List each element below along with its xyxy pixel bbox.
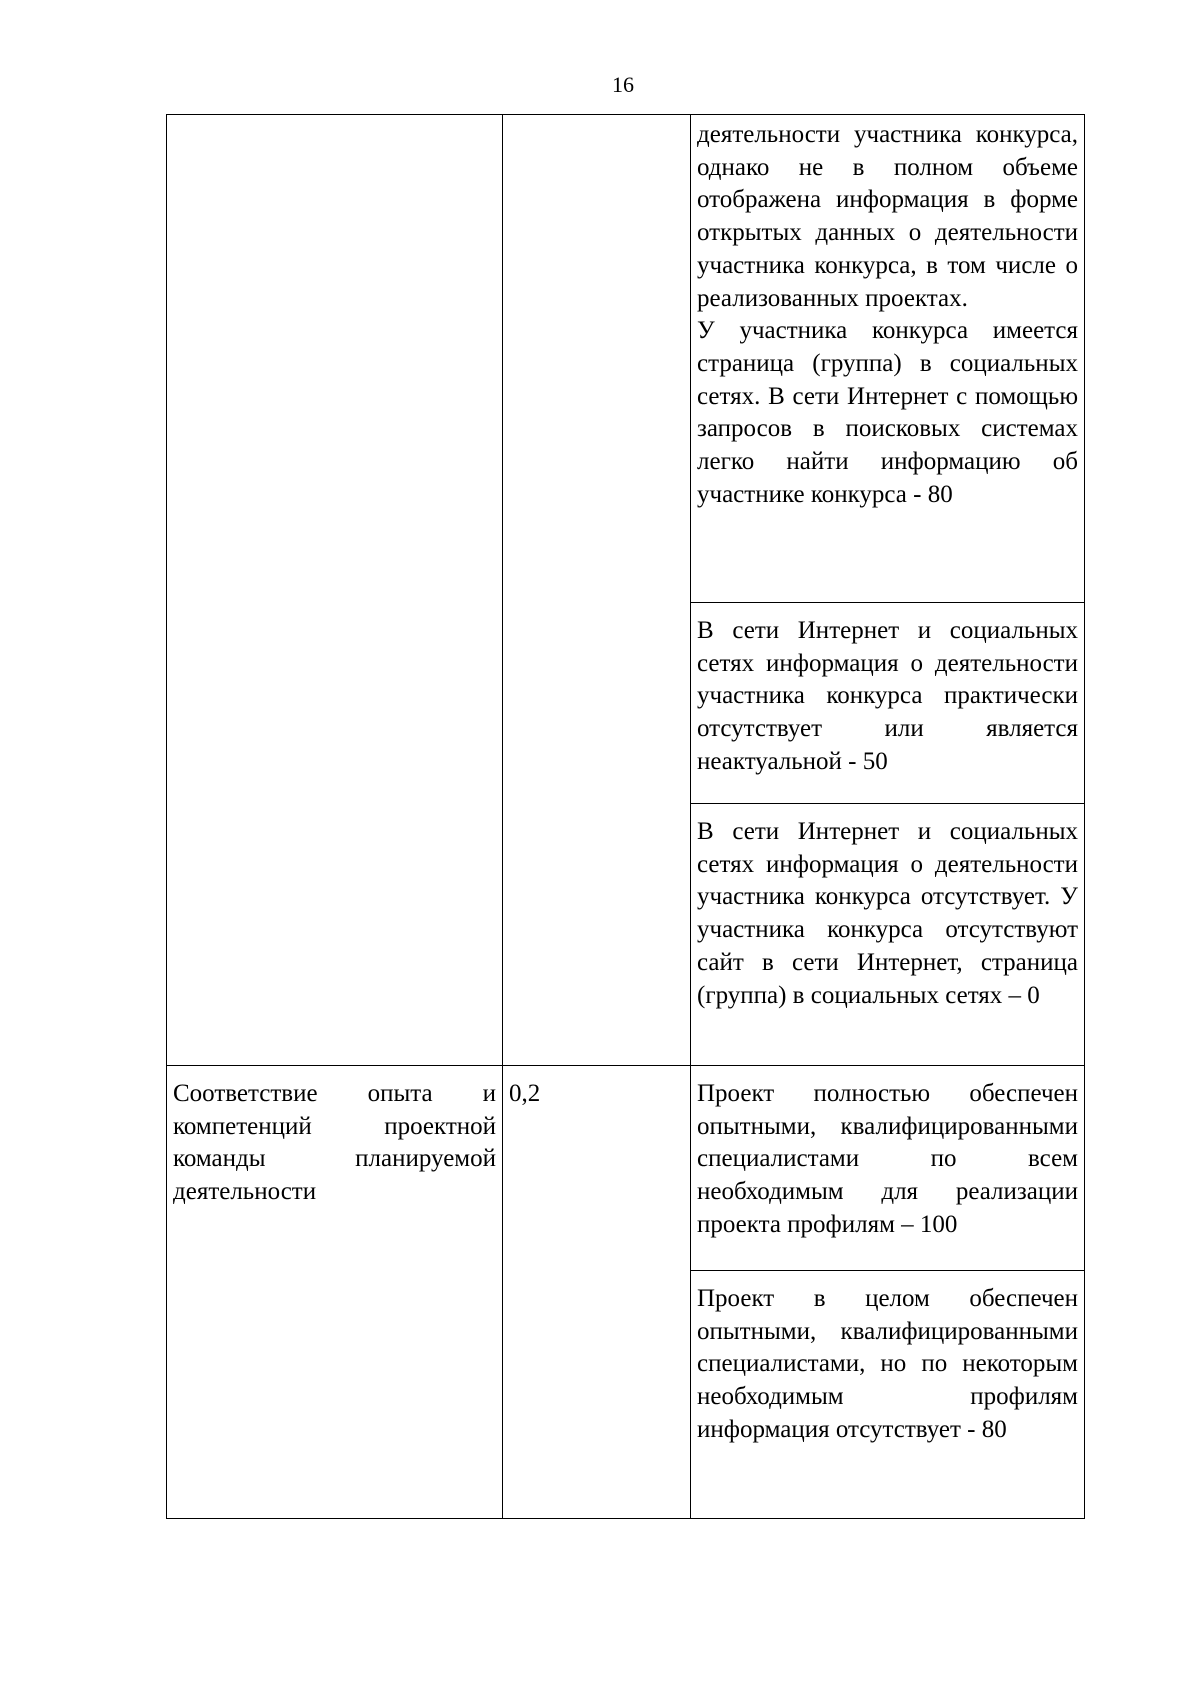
criterion-cell xyxy=(167,115,503,1066)
grades-cell xyxy=(691,115,1085,1066)
grade-paragraph: В сети Интернет и социальных сетях информация о деятельности участника конкурса отсутствует. У участника конкурса отсутствуют сайт в сети Интернет, страница (группа) в социальных сетях – 0 xyxy=(697,818,1078,1009)
criteria-table xyxy=(166,114,1085,1519)
grade-block xyxy=(691,1066,1084,1270)
grade-paragraph: В сети Интернет и социальных сетях информация о деятельности участника конкурса практически отсутствует или является неактуальной - 50 xyxy=(697,617,1078,775)
table-row-team xyxy=(167,1066,1085,1519)
weight-cell xyxy=(503,1066,691,1519)
grade-paragraph: У участника конкурса имеется страница (группа) в социальных сетях. В сети Интернет с помощью запросов в поисковых системах легко найти информацию об участнике конкурса - 80 xyxy=(697,317,1078,508)
page-number: 16 xyxy=(612,72,634,97)
grade-block xyxy=(691,1270,1084,1518)
weight-text: 0,2 xyxy=(509,1080,541,1107)
weight-text xyxy=(503,115,690,125)
criterion-text: Соответствие опыта и компетенций проектной команды планируемой деятельности xyxy=(173,1080,496,1206)
grade-paragraph: Проект полностью обеспечен опытными, квалифицированными специалистами по всем необходимым для реализации проекта профилям – 100 xyxy=(697,1080,1078,1238)
grade-paragraph: деятельности участника конкурса, однако не в полном объеме отображена информация в форме открытых данных о деятельности участника конкурса, в том числе о реализованных проектах. xyxy=(697,121,1078,312)
grades-cell xyxy=(691,1066,1085,1519)
grade-paragraph: Проект в целом обеспечен опытными, квалифицированными специалистами, но по некоторым необходимым профилям информация отсутствует - 80 xyxy=(697,1285,1078,1443)
grade-block xyxy=(691,602,1084,803)
grade-block xyxy=(691,115,1084,602)
criterion-cell xyxy=(167,1066,503,1519)
weight-cell xyxy=(503,115,691,1066)
grade-block xyxy=(691,803,1084,1065)
table-row-continued xyxy=(167,115,1085,1066)
criterion-text xyxy=(167,115,502,125)
